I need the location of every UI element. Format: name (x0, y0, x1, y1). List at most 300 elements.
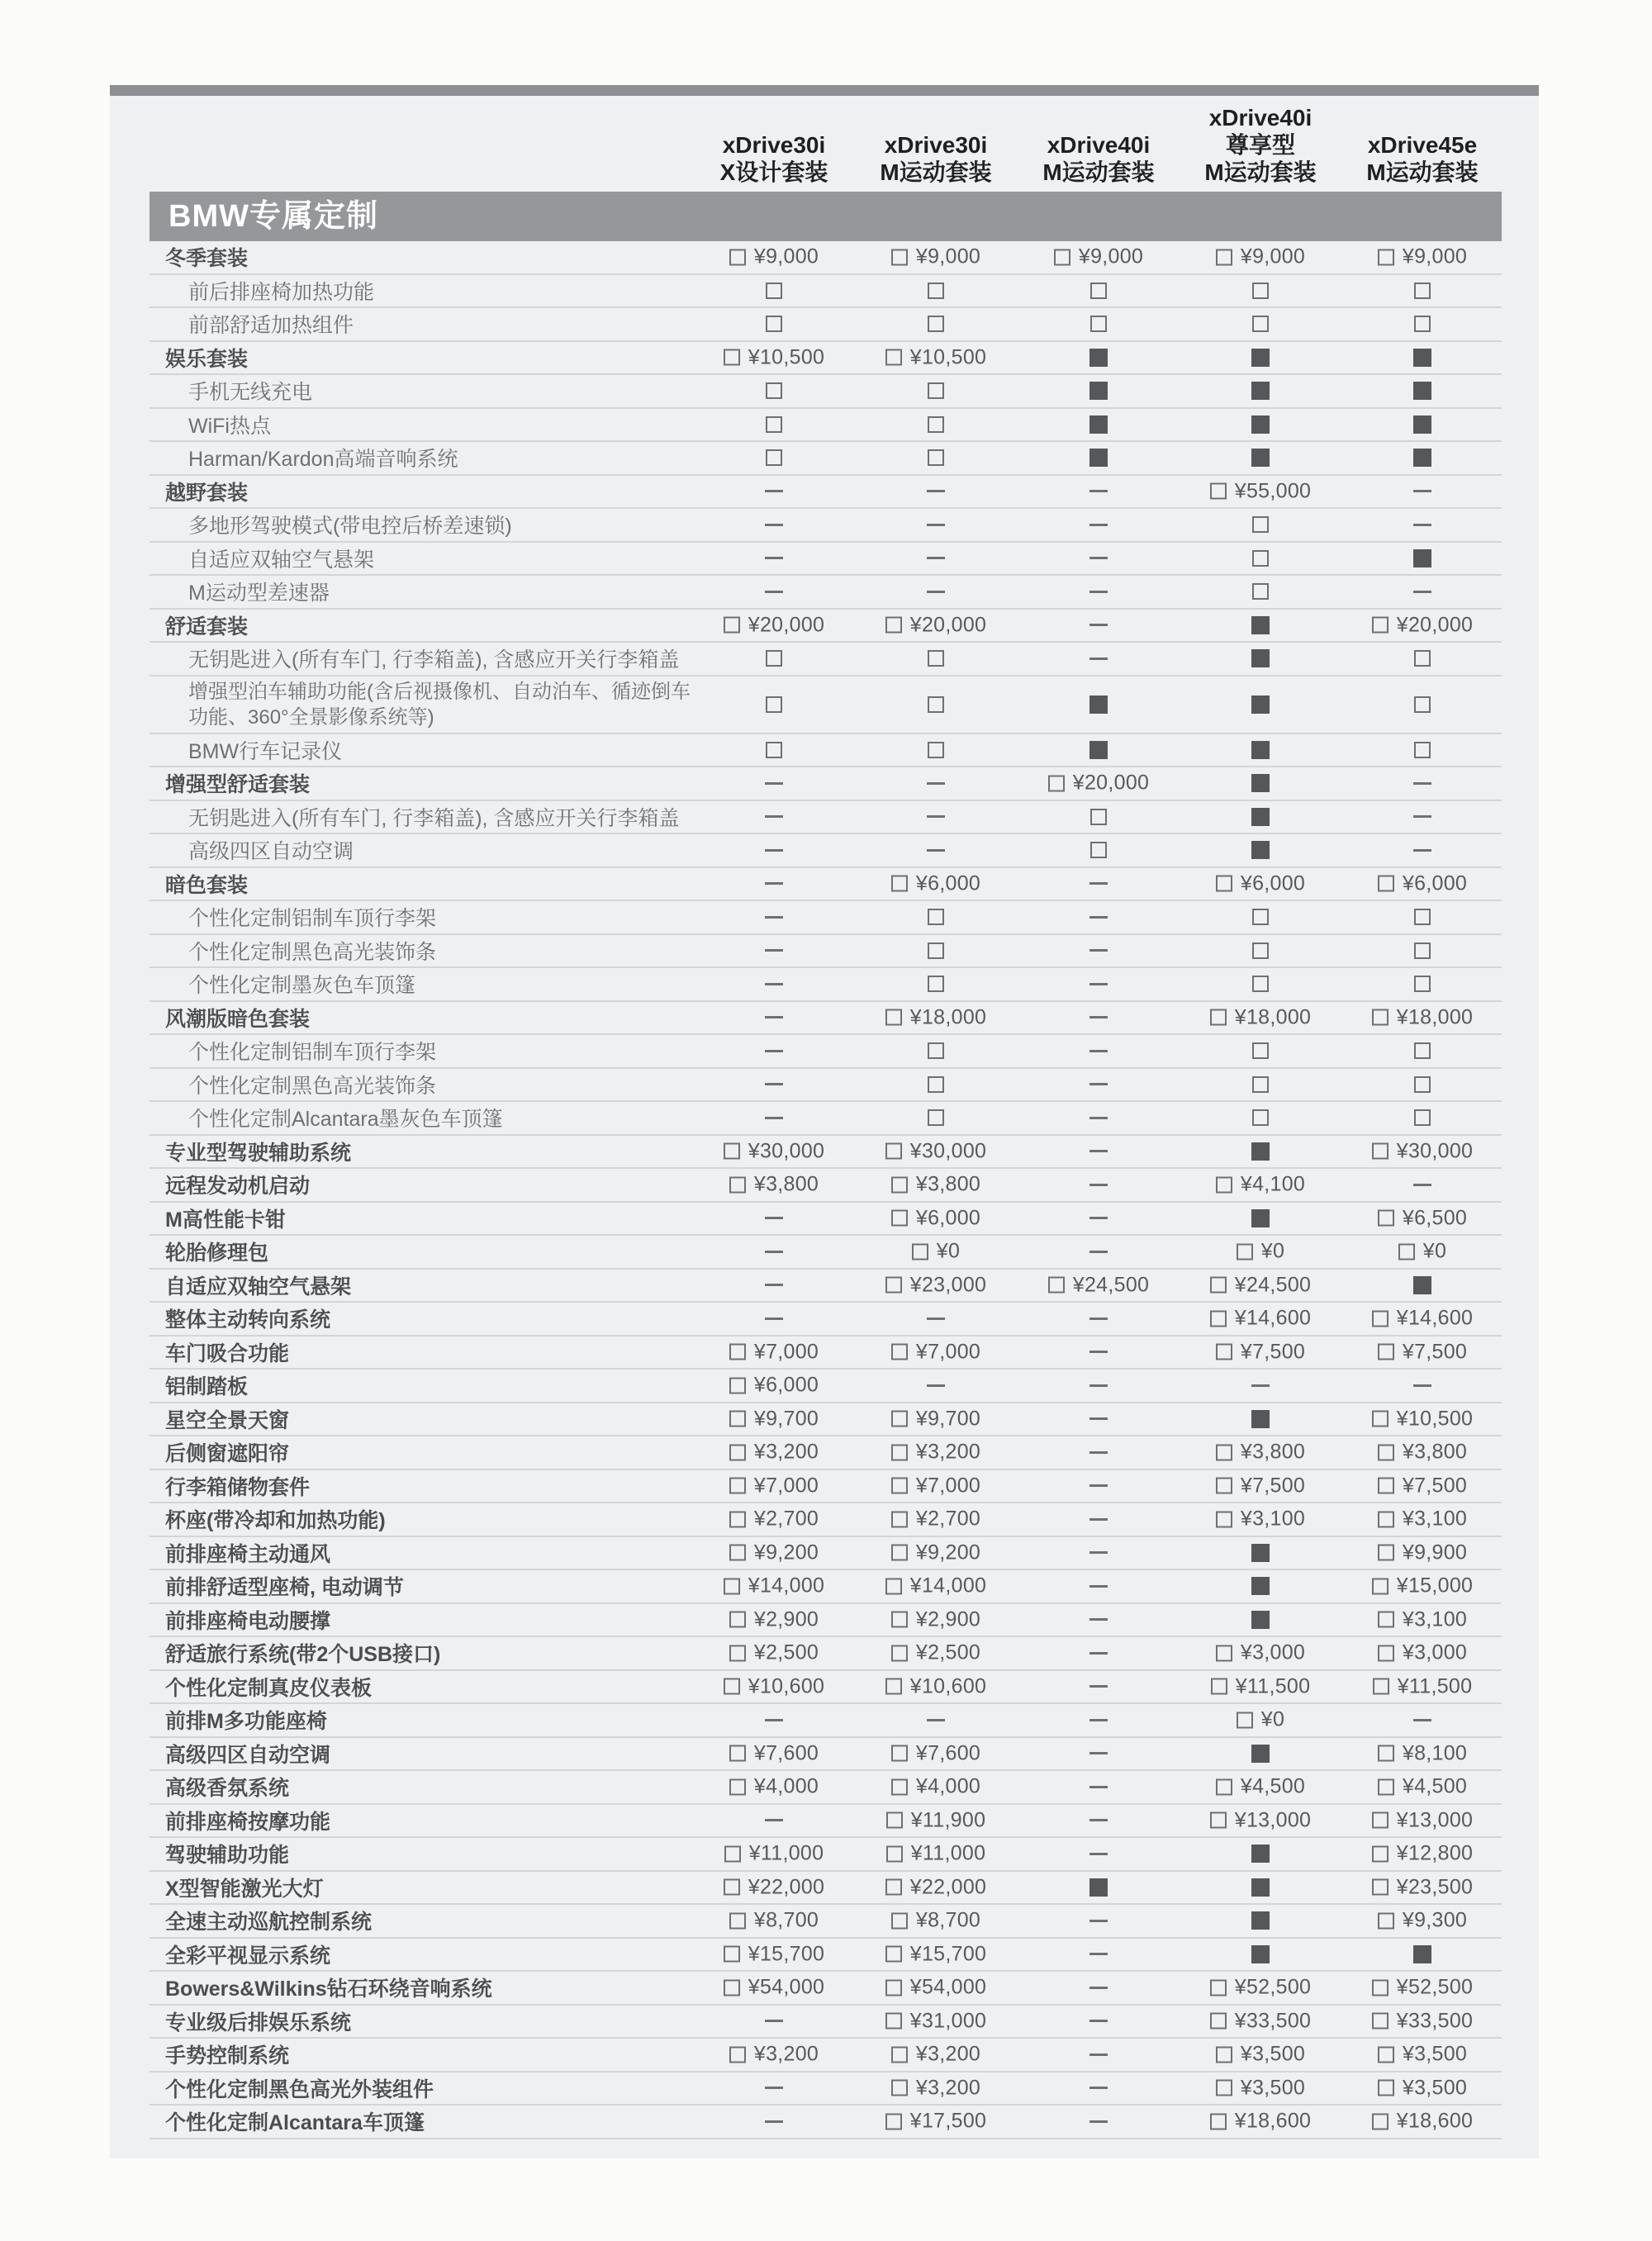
option-checkbox-icon (885, 1578, 902, 1594)
option-row (150, 1872, 1502, 1906)
not-available-dash-icon (1089, 949, 1108, 952)
option-label: 车门吸合功能 (165, 1341, 290, 1365)
not-available-dash-icon (765, 490, 783, 492)
option-price: ¥3,800 (1402, 1440, 1468, 1464)
option-cell (1344, 1909, 1501, 1933)
option-cell (1344, 1474, 1501, 1498)
option-cell (1344, 2009, 1501, 2033)
standard-equipment-icon (1251, 1410, 1270, 1428)
standard-equipment-icon (1251, 1911, 1270, 1930)
option-cell (1344, 810, 1501, 824)
standard-equipment-icon (1089, 349, 1108, 367)
option-price: ¥6,000 (1402, 871, 1468, 895)
standard-equipment-icon (1251, 1209, 1270, 1227)
option-row (150, 1537, 1502, 1571)
option-cell (1020, 382, 1177, 400)
option-label: 自适应双轴空气悬架 (188, 548, 375, 572)
option-cell (695, 2081, 852, 2096)
option-cell (1344, 1712, 1501, 1727)
option-label: 高级四区自动空调 (165, 1743, 331, 1767)
not-available-dash-icon (765, 1251, 783, 1253)
option-cell (1344, 1574, 1501, 1598)
option-cell (1020, 1846, 1177, 1861)
option-checkbox-icon (1252, 282, 1269, 299)
option-cell (1020, 316, 1177, 332)
option-checkbox-icon (729, 1176, 746, 1193)
option-cell (1020, 1244, 1177, 1259)
option-checkbox-icon (886, 1812, 903, 1829)
option-price: ¥52,500 (1234, 1975, 1312, 1999)
option-cell (1344, 1407, 1501, 1431)
not-available-dash-icon (1089, 916, 1108, 919)
not-available-dash-icon (765, 1284, 783, 1286)
option-price: ¥9,200 (915, 1541, 981, 1564)
option-cell (1344, 1042, 1501, 1059)
option-cell (1020, 651, 1177, 666)
option-cell (695, 1712, 852, 1727)
option-price: ¥14,000 (748, 1574, 825, 1598)
not-available-dash-icon (1251, 1384, 1270, 1387)
option-price: ¥4,500 (1402, 1774, 1468, 1798)
option-price: ¥4,000 (915, 1774, 981, 1798)
standard-equipment-icon (1251, 1878, 1270, 1897)
option-label: 冬季套装 (165, 247, 249, 271)
option-cell (1182, 741, 1339, 759)
option-checkbox-icon (1090, 809, 1107, 825)
option-cell (1182, 2110, 1339, 2134)
option-checkbox-icon (1414, 1076, 1431, 1093)
option-checkbox-icon (766, 650, 782, 667)
option-cell (695, 1674, 852, 1698)
option-cell (857, 551, 1014, 566)
option-cell (1020, 2014, 1177, 2029)
option-row (150, 308, 1502, 342)
option-checkbox-icon (885, 1009, 902, 1026)
option-price: ¥9,700 (753, 1407, 819, 1431)
option-price: ¥10,600 (748, 1674, 825, 1698)
option-price: ¥54,000 (748, 1975, 825, 1999)
option-cell (695, 650, 852, 667)
option-checkbox-icon (724, 1946, 740, 1963)
option-cell (1344, 650, 1501, 667)
option-cell (1344, 1276, 1501, 1294)
option-checkbox-icon (912, 1243, 928, 1260)
option-cell (695, 1441, 852, 1465)
option-cell (857, 449, 1014, 466)
option-cell (1182, 871, 1339, 895)
option-cell (1344, 549, 1501, 567)
not-available-dash-icon (1413, 591, 1431, 593)
option-label: 高级四区自动空调 (188, 840, 354, 864)
option-cell (1344, 1177, 1501, 1192)
option-cell (1182, 1878, 1339, 1897)
not-available-dash-icon (1089, 524, 1108, 526)
option-cell (1344, 245, 1501, 269)
option-row (150, 1704, 1502, 1738)
model-column-header: xDrive30i M运动套装 (880, 132, 992, 185)
option-row (150, 935, 1502, 969)
option-price: ¥2,900 (915, 1607, 981, 1631)
option-cell (857, 584, 1014, 599)
option-cell (695, 1842, 852, 1866)
standard-equipment-icon (1089, 1878, 1108, 1897)
option-row (150, 442, 1502, 476)
option-label: 驾驶辅助功能 (165, 1844, 290, 1868)
not-available-dash-icon (1089, 624, 1108, 626)
option-cell (1020, 1545, 1177, 1560)
standard-equipment-icon (1251, 382, 1270, 400)
not-available-dash-icon (765, 1050, 783, 1052)
option-checkbox-icon (724, 349, 740, 366)
option-checkbox-icon (729, 1912, 746, 1929)
option-cell (1182, 1109, 1339, 1126)
option-checkbox-icon (766, 282, 782, 299)
not-available-dash-icon (1413, 849, 1431, 852)
option-cell (695, 1278, 852, 1293)
option-cell (1020, 2081, 1177, 2096)
option-cell (1020, 1345, 1177, 1360)
option-cell (695, 2014, 852, 2029)
option-cell (695, 909, 852, 924)
option-checkbox-icon (1054, 249, 1070, 265)
option-checkbox-icon (1398, 1243, 1415, 1260)
option-cell (1344, 316, 1501, 332)
not-available-dash-icon (765, 524, 783, 526)
option-cell (857, 976, 1014, 992)
option-cell (695, 810, 852, 824)
option-row (150, 576, 1502, 610)
option-label: 铝制踏板 (165, 1375, 249, 1399)
option-label: 后侧窗遮阳帘 (165, 1442, 290, 1466)
option-cell (1020, 1813, 1177, 1828)
option-checkbox-icon (885, 1946, 902, 1963)
option-cell (1344, 584, 1501, 599)
option-cell (695, 1813, 852, 1828)
option-cell (1344, 1741, 1501, 1765)
not-available-dash-icon (1089, 1719, 1108, 1721)
not-available-dash-icon (1089, 1618, 1108, 1621)
option-price: ¥54,000 (909, 1975, 987, 1999)
not-available-dash-icon (1089, 1484, 1108, 1487)
option-checkbox-icon (891, 1545, 908, 1561)
option-row (150, 342, 1502, 376)
option-cell (1020, 282, 1177, 299)
option-cell (1020, 1712, 1177, 1727)
not-available-dash-icon (1089, 1853, 1108, 1855)
option-cell (1182, 1410, 1339, 1428)
standard-equipment-icon (1251, 774, 1270, 792)
option-cell (857, 345, 1014, 369)
standard-equipment-icon (1089, 741, 1108, 759)
option-cell (695, 876, 852, 891)
option-checkbox-icon (766, 416, 782, 433)
not-available-dash-icon (927, 591, 945, 593)
option-price: ¥3,800 (915, 1172, 981, 1196)
option-price: ¥30,000 (748, 1139, 825, 1163)
option-cell (1182, 349, 1339, 367)
option-cell (1020, 842, 1177, 858)
standard-equipment-icon (1251, 616, 1270, 634)
option-row (150, 509, 1502, 543)
standard-equipment-icon (1251, 1745, 1270, 1763)
option-price: ¥3,500 (1402, 2042, 1468, 2066)
not-available-dash-icon (765, 2120, 783, 2123)
option-label: 个性化定制黑色高光外装组件 (165, 2077, 434, 2101)
standard-equipment-icon (1413, 349, 1431, 367)
not-available-dash-icon (1089, 1752, 1108, 1754)
option-price: ¥2,900 (753, 1607, 819, 1631)
option-checkbox-icon (724, 1979, 740, 1996)
option-price: ¥17,500 (909, 2109, 987, 2133)
option-cell (857, 1741, 1014, 1765)
option-cell (1182, 1307, 1339, 1331)
option-checkbox-icon (1414, 282, 1431, 299)
option-cell (1020, 2114, 1177, 2129)
option-cell (1020, 517, 1177, 532)
option-row (150, 901, 1502, 935)
not-available-dash-icon (1089, 490, 1108, 492)
not-available-dash-icon (1413, 490, 1431, 492)
option-checkbox-icon (724, 1678, 740, 1695)
option-checkbox-icon (1090, 316, 1107, 332)
option-cell (695, 1407, 852, 1431)
not-available-dash-icon (1089, 591, 1108, 593)
option-cell (1182, 1076, 1339, 1093)
option-cell (695, 449, 852, 466)
option-cell (1182, 382, 1339, 400)
option-cell (695, 976, 852, 991)
option-cell (1182, 1042, 1339, 1059)
not-available-dash-icon (927, 782, 945, 785)
option-price: ¥20,000 (748, 613, 825, 637)
option-cell (857, 650, 1014, 667)
option-price: ¥2,500 (753, 1640, 819, 1664)
option-checkbox-icon (1216, 876, 1232, 892)
option-price: ¥23,500 (1396, 1875, 1474, 1899)
standard-equipment-icon (1251, 449, 1270, 467)
option-checkbox-icon (891, 2080, 908, 2096)
option-cell (857, 1909, 1014, 1933)
option-checkbox-icon (1252, 976, 1269, 992)
option-cell (857, 1775, 1014, 1799)
not-available-dash-icon (1089, 1318, 1108, 1320)
not-available-dash-icon (1089, 1083, 1108, 1085)
option-checkbox-icon (928, 382, 944, 399)
option-price: ¥3,200 (915, 1440, 981, 1464)
option-row (150, 968, 1502, 1002)
option-price: ¥3,200 (915, 2076, 981, 2100)
option-cell (857, 1240, 1014, 1264)
option-price: ¥9,700 (915, 1407, 981, 1431)
not-available-dash-icon (1413, 815, 1431, 818)
not-available-dash-icon (765, 1217, 783, 1219)
option-cell (1020, 2047, 1177, 2062)
option-cell (1182, 649, 1339, 667)
not-available-dash-icon (1413, 782, 1431, 785)
not-available-dash-icon (1089, 1987, 1108, 1989)
option-cell (857, 1340, 1014, 1364)
option-label: 个性化定制黑色高光装饰条 (188, 940, 437, 964)
option-label: Bowers&Wilkins钻石环绕音响系统 (165, 1977, 492, 2001)
option-cell (1182, 1976, 1339, 2000)
option-price: ¥11,000 (748, 1841, 824, 1865)
option-cell (1344, 282, 1501, 299)
option-cell (1182, 479, 1339, 503)
option-checkbox-icon (1090, 282, 1107, 299)
option-cell (695, 484, 852, 499)
option-cell (857, 843, 1014, 857)
option-price: ¥4,500 (1240, 1774, 1306, 1798)
option-checkbox-icon (885, 1277, 902, 1294)
option-checkbox-icon (928, 282, 944, 299)
option-price: ¥0 (1260, 1239, 1285, 1263)
option-cell (1020, 484, 1177, 499)
option-checkbox-icon (1378, 1645, 1394, 1661)
standard-equipment-icon (1089, 696, 1108, 714)
option-checkbox-icon (928, 1042, 944, 1059)
option-checkbox-icon (885, 349, 902, 366)
not-available-dash-icon (765, 782, 783, 785)
option-price: ¥2,500 (915, 1640, 981, 1664)
option-cell (1182, 774, 1339, 792)
option-cell (1182, 1945, 1339, 1963)
option-cell (1020, 1211, 1177, 1226)
option-price: ¥9,300 (1402, 1908, 1468, 1932)
option-cell (1020, 618, 1177, 633)
page-top-rule (110, 85, 1539, 96)
option-checkbox-icon (928, 742, 944, 758)
option-cell (695, 1507, 852, 1531)
option-checkbox-icon (1252, 942, 1269, 959)
option-label: 远程发动机启动 (165, 1175, 311, 1199)
option-cell (695, 584, 852, 599)
option-cell (1344, 843, 1501, 857)
option-cell (857, 1674, 1014, 1698)
not-available-dash-icon (1089, 983, 1108, 985)
option-cell (1344, 871, 1501, 895)
option-row (150, 1939, 1502, 1973)
option-checkbox-icon (928, 449, 944, 466)
option-row (150, 1805, 1502, 1839)
option-label: 全速主动巡航控制系统 (165, 1911, 373, 1935)
option-cell (1020, 1878, 1177, 1897)
option-price: ¥10,500 (748, 345, 825, 369)
option-label: 个性化定制铝制车顶行李架 (188, 907, 437, 931)
option-cell (695, 1010, 852, 1025)
option-price: ¥7,500 (1402, 1340, 1468, 1364)
option-cell (857, 416, 1014, 433)
not-available-dash-icon (927, 524, 945, 526)
option-checkbox-icon (891, 1745, 908, 1762)
option-cell (1182, 1708, 1339, 1732)
option-price: ¥30,000 (1396, 1139, 1474, 1163)
option-checkbox-icon (1372, 1143, 1389, 1160)
option-cell (695, 382, 852, 399)
option-checkbox-icon (1237, 1243, 1253, 1260)
option-price: ¥18,600 (1396, 2109, 1474, 2133)
not-available-dash-icon (765, 1318, 783, 1320)
option-checkbox-icon (729, 1745, 746, 1762)
option-cell (1020, 551, 1177, 566)
option-row (150, 834, 1502, 868)
option-checkbox-icon (1090, 842, 1107, 858)
option-cell (857, 1541, 1014, 1564)
option-cell (857, 1139, 1014, 1163)
option-cell (1020, 1612, 1177, 1627)
option-cell (857, 1378, 1014, 1393)
option-cell (1020, 976, 1177, 991)
option-label: 前排舒适型座椅, 电动调节 (165, 1576, 404, 1600)
not-available-dash-icon (1089, 2087, 1108, 2089)
option-price: ¥3,500 (1402, 2076, 1468, 2100)
option-cell (857, 1311, 1014, 1326)
option-row (150, 2006, 1502, 2039)
option-cell (1182, 942, 1339, 959)
option-row (150, 1972, 1502, 2006)
option-checkbox-icon (729, 1478, 746, 1494)
option-cell (1020, 1947, 1177, 1962)
option-cell (1344, 2043, 1501, 2067)
option-label: 越野套装 (165, 481, 249, 505)
option-cell (857, 1076, 1014, 1093)
option-label: 前排座椅电动腰撑 (165, 1609, 331, 1633)
not-available-dash-icon (765, 1016, 783, 1018)
option-cell (1020, 1512, 1177, 1526)
option-price: ¥7,000 (753, 1340, 819, 1364)
option-checkbox-icon (1373, 1678, 1389, 1695)
not-available-dash-icon (927, 1384, 945, 1387)
option-cell (1182, 1142, 1339, 1161)
option-label: 前排M多功能座椅 (165, 1710, 327, 1734)
option-cell (1344, 1240, 1501, 1264)
option-checkbox-icon (1414, 1109, 1431, 1126)
option-label: 暗色套装 (165, 873, 249, 897)
option-price: ¥11,500 (1235, 1674, 1311, 1698)
option-cell (1182, 550, 1339, 567)
option-cell (1182, 616, 1339, 634)
option-cell (695, 551, 852, 566)
option-checkbox-icon (928, 942, 944, 959)
option-cell (695, 1607, 852, 1631)
option-price: ¥11,500 (1397, 1674, 1473, 1698)
option-checkbox-icon (1210, 2113, 1227, 2129)
option-cell (1020, 741, 1177, 759)
option-checkbox-icon (1414, 696, 1431, 713)
not-available-dash-icon (765, 1083, 783, 1085)
option-cell (1182, 2009, 1339, 2033)
option-price: ¥2,700 (753, 1507, 819, 1531)
option-cell (695, 943, 852, 958)
option-cell (1344, 415, 1501, 434)
standard-equipment-icon (1089, 449, 1108, 467)
option-price: ¥10,600 (909, 1674, 987, 1698)
not-available-dash-icon (1089, 1184, 1108, 1186)
option-checkbox-icon (891, 1444, 908, 1460)
option-checkbox-icon (1414, 1042, 1431, 1059)
option-checkbox-icon (928, 976, 944, 992)
option-label: BMW行车记录仪 (188, 739, 343, 763)
option-cell (695, 1311, 852, 1326)
option-price: ¥2,700 (915, 1507, 981, 1531)
option-price: ¥11,900 (910, 1808, 986, 1832)
option-cell (1344, 942, 1501, 959)
option-cell (1020, 415, 1177, 434)
option-cell (695, 776, 852, 791)
option-label: 个性化定制墨灰色车顶篷 (188, 974, 416, 998)
not-available-dash-icon (1089, 1117, 1108, 1119)
option-checkbox-icon (724, 1879, 740, 1896)
option-cell (695, 1976, 852, 2000)
